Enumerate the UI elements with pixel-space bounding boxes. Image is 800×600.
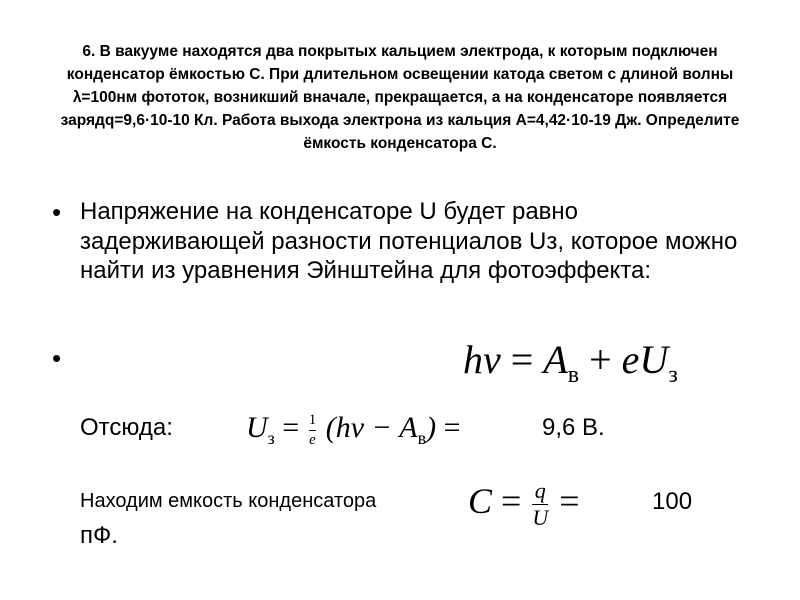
stopping-voltage-formula [246, 400, 461, 466]
step3-fraction [532, 480, 548, 529]
step3-unit: пФ. [80, 522, 118, 549]
problem-statement: 6. В вакууме находятся два покрытых кальцием электрода, к которым подключен конденсатор ёмкостью С. При длительном освещении катода светом с длиной волны λ=100нм фототок, возникший вначале, прекращается, а на конденсаторе появляется зарядq=9,6·10-10 Кл. Работа выхода электрона из кальция А=4,42·10-19 Дж. Определите ёмкость конденсатора С. [60, 43, 740, 152]
step2-result: 9,6 В. [542, 414, 605, 441]
eq1-plus: + [589, 337, 612, 382]
bullet-marker-2: • [52, 343, 62, 373]
eq1-a-sub: в [567, 362, 580, 388]
step2-expr-close: ) [426, 411, 437, 444]
capacitance-formula [468, 470, 580, 532]
step2-frac-bar [309, 430, 317, 431]
step3-equals-2: = [559, 481, 580, 521]
step3-label: Находим емкость конденсатора [80, 490, 377, 512]
step3-result: 100 [652, 488, 693, 515]
bullet-text-1: Напряжение на конденсаторе U будет равно задерживающей разности потенциалов Uз, которое можно найти из уравнения Эйнштейна для фотоэффекта: [80, 198, 738, 284]
step3-c: C [468, 481, 493, 521]
eq1-lhs: hν [463, 337, 501, 382]
eq1-eu: eU [621, 337, 669, 382]
step2-fraction [309, 413, 317, 448]
einstein-equation [463, 336, 678, 399]
step2-u: U [246, 411, 268, 444]
step2-label: Отсюда: [80, 414, 173, 441]
step3-frac-num: q [534, 478, 546, 504]
step2-equals: = [282, 411, 300, 444]
step2-expr: (hν − A [325, 411, 418, 444]
step2-frac-num: 1 [308, 411, 317, 428]
step2-expr-sub: в [417, 428, 427, 448]
step2-equals-2: = [443, 411, 461, 444]
eq1-equals: = [510, 337, 534, 382]
step3-equals: = [501, 481, 522, 521]
step3-frac-den: U [532, 505, 549, 531]
eq1-a: A [543, 337, 568, 382]
step2-frac-den: e [309, 431, 316, 448]
step2-u-sub: з [267, 428, 275, 448]
eq1-eu-sub: з [668, 362, 678, 388]
bullet-marker-1: • [52, 197, 62, 227]
